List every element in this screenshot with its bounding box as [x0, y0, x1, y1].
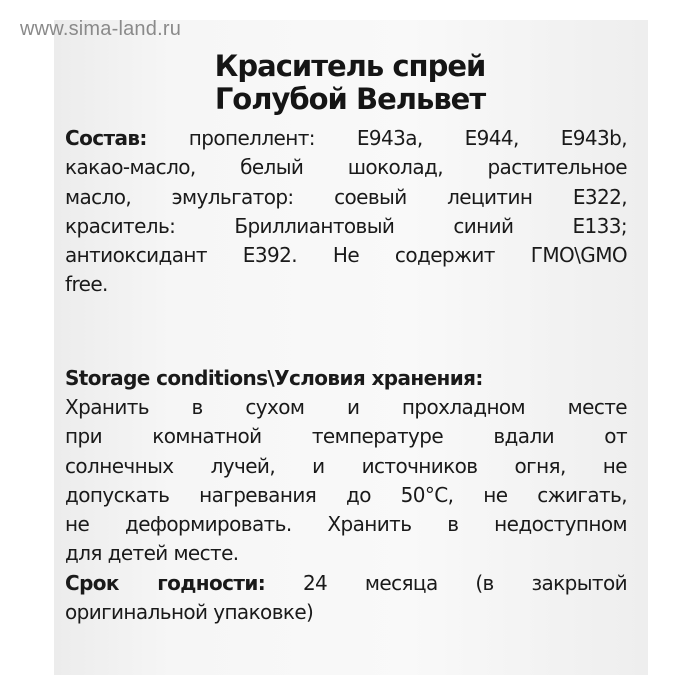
shelf-life-text: 24 месяца (в закрытой — [302, 570, 627, 595]
composition-text: пропеллент: E943a, E944, E943b, — [188, 126, 627, 150]
composition-line: антиоксидант E392. Не содержит ГМО\GMO — [65, 243, 627, 268]
composition-line — [65, 124, 627, 153]
shelf-life-line — [65, 569, 627, 598]
composition-line: масло, эмульгатор: соевый лецитин E322, — [65, 184, 627, 209]
storage-line: допускать нагревания до 50°C, не сжигать, — [65, 482, 627, 507]
shelf-life-label: Срок годности: — [65, 570, 266, 595]
storage-line: для детей месте. — [65, 541, 239, 566]
composition-line: краситель: Бриллиантовый синий E133; — [65, 213, 627, 238]
storage-line: не деформировать. Хранить в недоступном — [65, 512, 627, 537]
title-line-1: Краситель спрей — [214, 49, 486, 83]
storage-section — [65, 364, 627, 627]
composition-line: free. — [65, 272, 108, 297]
storage-line: Хранить в сухом и прохладном месте — [65, 395, 627, 419]
watermark: www.sima-land.ru — [20, 18, 182, 40]
composition-section — [65, 124, 627, 300]
storage-line: при комнатной температуре вдали от — [65, 424, 627, 449]
storage-heading: Storage conditions\Условия хранения: — [65, 366, 483, 390]
product-title — [0, 50, 700, 116]
composition-line: какао-масло, белый шоколад, растительное — [65, 155, 627, 180]
title-line-2: Голубой Вельвет — [214, 82, 486, 116]
composition-label: Состав: — [65, 126, 147, 150]
shelf-life-line: оригинальной упаковке) — [65, 600, 314, 625]
storage-line: солнечных лучей, и источников огня, не — [65, 453, 627, 478]
